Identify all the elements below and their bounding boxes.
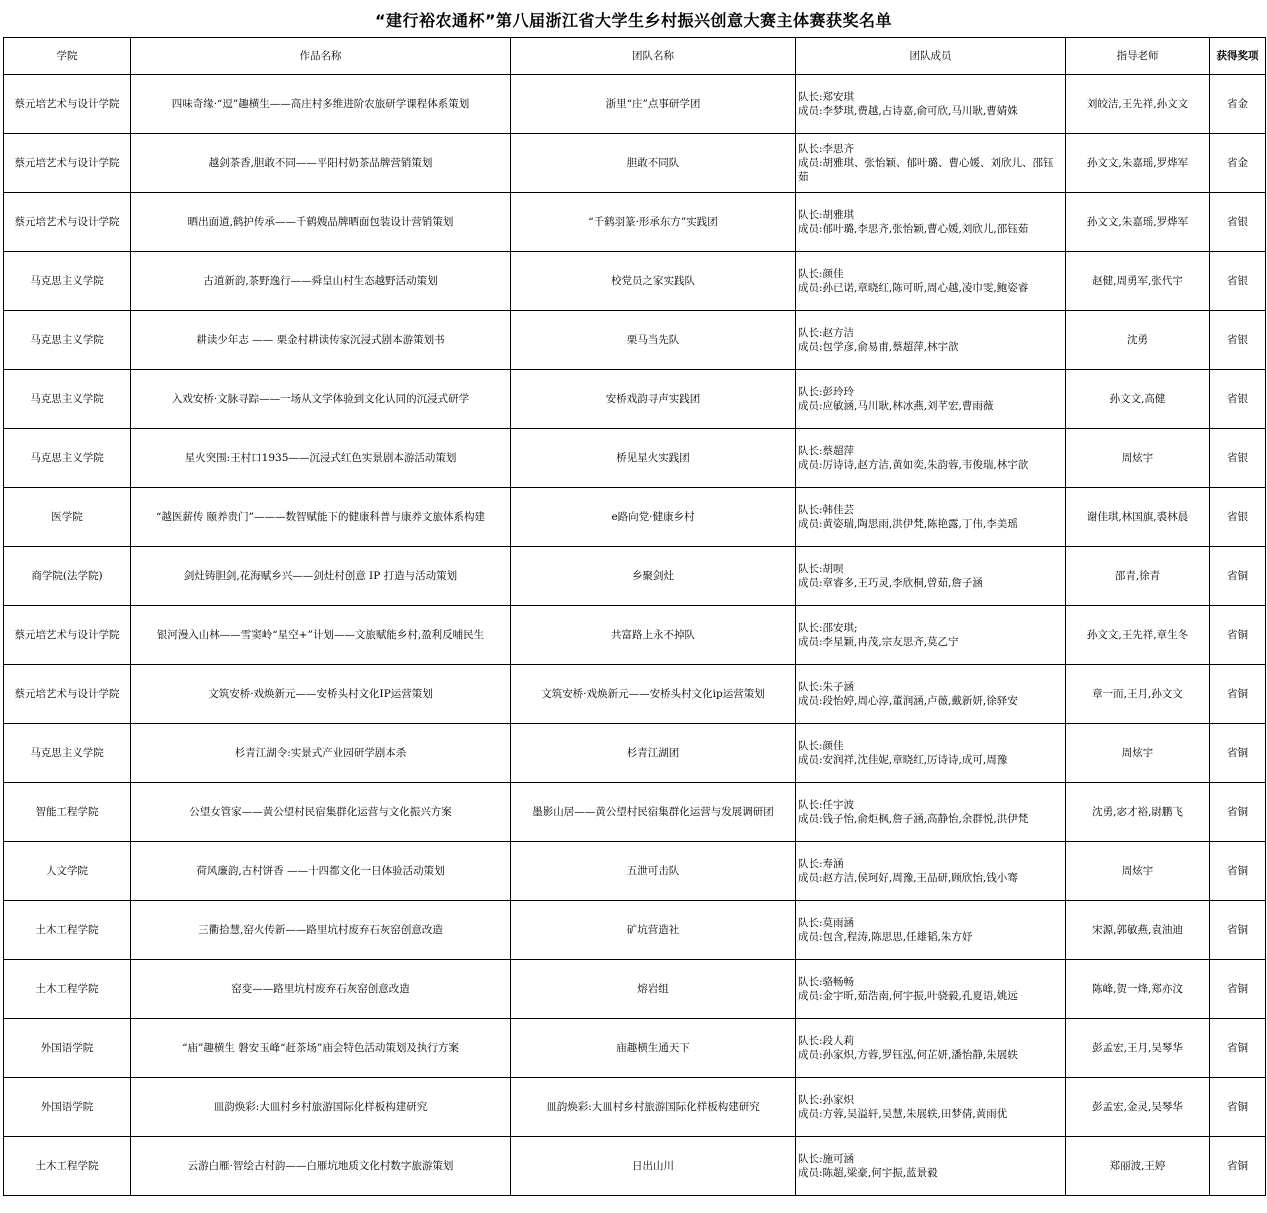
team-members: 成员:黄姿瑞,陶思雨,洪伊梵,陈艳露,丁伟,李美瑶 (798, 518, 1018, 530)
team-cell: 杉青江湖团 (511, 724, 796, 783)
table-row (4, 134, 1266, 193)
members-cell (796, 311, 1066, 370)
award-cell: 省金 (1210, 75, 1266, 134)
work-cell: 四味奇缘·“逗”趣横生——高庄村多维进阶农旅研学课程体系策划 (131, 75, 511, 134)
table-row (4, 1019, 1266, 1078)
table-row (4, 901, 1266, 960)
team-leader: 队长:赵方洁 (798, 327, 855, 339)
work-cell: 公望女管家——黄公望村民宿集群化运营与文化振兴方案 (131, 783, 511, 842)
team-leader: 队长:段人莉 (798, 1035, 855, 1047)
advisor-cell: 邵青,徐青 (1066, 547, 1210, 606)
award-cell: 省铜 (1210, 1019, 1266, 1078)
advisor-cell: 孙文文,高健 (1066, 370, 1210, 429)
team-cell: 栗马当先队 (511, 311, 796, 370)
page-title: “建行裕农通杯”第八届浙江省大学生乡村振兴创意大赛主体赛获奖名单 (374, 10, 893, 30)
members-cell (796, 193, 1066, 252)
advisor-cell: 周炫宇 (1066, 724, 1210, 783)
table-row (4, 193, 1266, 252)
award-cell: 省铜 (1210, 1078, 1266, 1137)
team-members: 成员:陈超,梁豪,何宇振,蓝景毅 (798, 1167, 938, 1179)
header-advisor: 指导老师 (1066, 38, 1210, 75)
award-cell: 省铜 (1210, 901, 1266, 960)
advisor-cell: 彭孟宏,金灵,吴琴华 (1066, 1078, 1210, 1137)
members-cell (796, 370, 1066, 429)
team-leader: 队长:邵安琪; (798, 622, 858, 634)
award-cell: 省银 (1210, 252, 1266, 311)
team-leader: 队长:任宇波 (798, 799, 855, 811)
table-body (4, 75, 1266, 1196)
college-cell: 商学院(法学院) (4, 547, 131, 606)
team-leader: 队长:郑安琪 (798, 91, 855, 103)
advisor-cell: 宋源,郭敏燕,袁油迪 (1066, 901, 1210, 960)
advisor-cell: 彭孟宏,王月,吴琴华 (1066, 1019, 1210, 1078)
advisor-cell: 陈峰,贺一烽,郑亦汶 (1066, 960, 1210, 1019)
team-cell: 墨影山居——黄公望村民宿集群化运营与发展调研团 (511, 783, 796, 842)
header-work: 作品名称 (131, 38, 511, 75)
team-cell: 文筑安桥·戏焕新元——安桥头村文化ip运营策划 (511, 665, 796, 724)
college-cell: 蔡元培艺术与设计学院 (4, 665, 131, 724)
team-leader: 队长:朱子涵 (798, 681, 855, 693)
table-header (4, 38, 1266, 75)
team-cell: 五泄可击队 (511, 842, 796, 901)
members-cell (796, 429, 1066, 488)
work-cell: 皿韵焕彩:大皿村乡村旅游国际化样板构建研究 (131, 1078, 511, 1137)
work-cell: 银河漫入山林——雪窦岭“星空+”计划——文旅赋能乡村,盈利反哺民生 (131, 606, 511, 665)
award-cell: 省银 (1210, 311, 1266, 370)
members-cell (796, 606, 1066, 665)
team-leader: 队长:胡雅琪 (798, 209, 855, 221)
college-cell: 蔡元培艺术与设计学院 (4, 606, 131, 665)
work-cell: 杉青江湖令:实景式产业园研学剧本杀 (131, 724, 511, 783)
team-cell: 矿坑营造社 (511, 901, 796, 960)
award-cell: 省铜 (1210, 665, 1266, 724)
team-members: 成员:孙家炽,方蓉,罗钰泓,何芷妍,潘怡静,朱展轶 (798, 1049, 1018, 1061)
work-cell: 云游白雁·智绘古村韵——白雁坑地质文化村数字旅游策划 (131, 1137, 511, 1196)
team-cell: 乡聚剑灶 (511, 547, 796, 606)
advisor-cell: 刘皎洁,王先祥,孙文文 (1066, 75, 1210, 134)
award-cell: 省银 (1210, 193, 1266, 252)
team-leader: 队长:施可涵 (798, 1153, 855, 1165)
work-cell: 文筑安桥·戏焕新元——安桥头村文化IP运营策划 (131, 665, 511, 724)
advisor-cell: 孙文文,朱嘉瑶,罗烨军 (1066, 134, 1210, 193)
team-leader: 队长:胡呗 (798, 563, 844, 575)
college-cell: 马克思主义学院 (4, 311, 131, 370)
team-leader: 队长:莫雨涵 (798, 917, 855, 929)
header-row (4, 38, 1266, 75)
team-leader: 队长:颜佳 (798, 268, 844, 280)
college-cell: 马克思主义学院 (4, 252, 131, 311)
team-leader: 队长:彭玲玲 (798, 386, 855, 398)
college-cell: 医学院 (4, 488, 131, 547)
work-cell: 窑变——路里坑村废弃石灰窑创意改造 (131, 960, 511, 1019)
members-cell (796, 1137, 1066, 1196)
team-members: 成员:孙已诺,章晓红,陈可昕,周心越,凌巾雯,鲍姿睿 (798, 282, 1029, 294)
members-cell (796, 960, 1066, 1019)
header-members: 团队成员 (796, 38, 1066, 75)
table-row (4, 842, 1266, 901)
team-leader: 队长:蔡超萍 (798, 445, 855, 457)
members-cell (796, 901, 1066, 960)
team-cell: 安桥戏韵寻声实践团 (511, 370, 796, 429)
college-cell: 人文学院 (4, 842, 131, 901)
members-cell (796, 665, 1066, 724)
table-row (4, 547, 1266, 606)
table-row (4, 665, 1266, 724)
members-cell (796, 1019, 1066, 1078)
award-cell: 省铜 (1210, 783, 1266, 842)
members-cell (796, 783, 1066, 842)
college-cell: 外国语学院 (4, 1078, 131, 1137)
table-row (4, 1078, 1266, 1137)
work-cell: 剑灶铸胆剑,花海赋乡兴——剑灶村创意 IP 打造与活动策划 (131, 547, 511, 606)
members-cell (796, 842, 1066, 901)
work-cell: 荷风廉韵,古村饼香 ——十四都文化一日体验活动策划 (131, 842, 511, 901)
work-cell: 古道新韵,茶野逸行——舜皇山村生态越野活动策划 (131, 252, 511, 311)
table-row (4, 724, 1266, 783)
advisor-cell: 沈勇 (1066, 311, 1210, 370)
college-cell: 蔡元培艺术与设计学院 (4, 75, 131, 134)
team-members: 成员:钱子怡,俞炬枫,詹子涵,高静怡,余群悦,洪伊梵 (798, 813, 1029, 825)
college-cell: 土木工程学院 (4, 960, 131, 1019)
team-cell: 胆敢不同队 (511, 134, 796, 193)
team-members: 成员:包学彦,俞易甫,蔡超萍,林宇歆 (798, 341, 959, 353)
advisor-cell: 章一而,王月,孙文文 (1066, 665, 1210, 724)
team-leader: 队长:骆畅畅 (798, 976, 855, 988)
team-members: 成员:包含,程涛,陈思思,任雄韬,朱方妤 (798, 931, 973, 943)
team-cell: “千鹤羽篆·形承东方”实践团 (511, 193, 796, 252)
team-members: 成员:方蓉,吴溢轩,吴慧,朱展轶,田梦倩,黄雨优 (798, 1108, 1008, 1120)
work-cell: 三衢拾慧,窑火传新——路里坑村废弃石灰窑创意改造 (131, 901, 511, 960)
team-cell: 熔岩组 (511, 960, 796, 1019)
members-cell (796, 724, 1066, 783)
team-leader: 队长:李思齐 (798, 143, 855, 155)
work-cell: 耕读少年志 —— 栗金村耕读传家沉浸式剧本游策划书 (131, 311, 511, 370)
team-cell: 浙里“庄”点事研学团 (511, 75, 796, 134)
advisor-cell: 谢佳琪,林国旗,裘林晨 (1066, 488, 1210, 547)
table-row (4, 1137, 1266, 1196)
team-members: 成员:李星颖,冉茂,宗友思齐,莫乙宁 (798, 636, 959, 648)
college-cell: 马克思主义学院 (4, 724, 131, 783)
college-cell: 外国语学院 (4, 1019, 131, 1078)
team-leader: 队长:孙家炽 (798, 1094, 855, 1106)
advisor-cell: 孙文文,朱嘉瑶,罗烨军 (1066, 193, 1210, 252)
table-row (4, 960, 1266, 1019)
award-cell: 省铜 (1210, 1137, 1266, 1196)
award-cell: 省铜 (1210, 547, 1266, 606)
college-cell: 土木工程学院 (4, 901, 131, 960)
award-cell: 省铜 (1210, 724, 1266, 783)
advisor-cell: 周炫宇 (1066, 429, 1210, 488)
members-cell (796, 488, 1066, 547)
header-college: 学院 (4, 38, 131, 75)
college-cell: 智能工程学院 (4, 783, 131, 842)
header-award: 获得奖项 (1210, 38, 1266, 75)
team-members: 成员:章睿多,王巧灵,李欣桐,曾茹,詹子涵 (798, 577, 983, 589)
award-cell: 省银 (1210, 488, 1266, 547)
work-cell: 星火突围:王村口1935——沉浸式红色实景剧本游活动策划 (131, 429, 511, 488)
work-cell: 入戏安桥·文脉寻踪——一场从文学体验到文化认同的沉浸式研学 (131, 370, 511, 429)
members-cell (796, 547, 1066, 606)
team-members: 成员:金宇昕,茹浩南,何宇振,叶骁毅,孔夏语,姚远 (798, 990, 1018, 1002)
advisor-cell: 沈勇,宓才裕,尉鹏飞 (1066, 783, 1210, 842)
team-members: 成员:厉诗诗,赵方洁,黄如奕,朱韵蓉,韦俊瑞,林宇歆 (798, 459, 1029, 471)
work-cell: “越医薪传 颐养贵门”———数智赋能下的健康科普与康养文旅体系构建 (131, 488, 511, 547)
team-cell: 庙趣横生通天下 (511, 1019, 796, 1078)
team-members: 成员:胡雅琪、张怡颖、郁叶璐、曹心媛、刘欣儿、邵钰茹 (798, 157, 1054, 183)
table-row (4, 606, 1266, 665)
award-cell: 省铜 (1210, 606, 1266, 665)
team-members: 成员:郁叶璐,李思齐,张怡颖,曹心媛,刘欣儿,邵钰茹 (798, 223, 1029, 235)
header-team: 团队名称 (511, 38, 796, 75)
advisor-cell: 赵健,周勇军,张代宇 (1066, 252, 1210, 311)
college-cell: 蔡元培艺术与设计学院 (4, 193, 131, 252)
team-members: 成员:应敏涵,马川耿,林冰燕,刘芊宏,曹雨薇 (798, 400, 994, 412)
team-leader: 队长:颜佳 (798, 740, 844, 752)
college-cell: 马克思主义学院 (4, 370, 131, 429)
table-row (4, 488, 1266, 547)
award-cell: 省铜 (1210, 960, 1266, 1019)
table-row (4, 311, 1266, 370)
team-members: 成员:段怡婷,周心淳,董润涵,卢薇,戴新妍,徐驿安 (798, 695, 1018, 707)
advisor-cell: 孙文文,王先祥,章生冬 (1066, 606, 1210, 665)
table-row (4, 783, 1266, 842)
members-cell (796, 1078, 1066, 1137)
members-cell (796, 252, 1066, 311)
team-members: 成员:李梦琪,费越,占诗嘉,俞可欣,马川耿,曹婧姝 (798, 105, 1018, 117)
work-cell: 越剑茶香,胆敢不同——平阳村奶茶品牌营销策划 (131, 134, 511, 193)
college-cell: 土木工程学院 (4, 1137, 131, 1196)
award-table (3, 37, 1266, 1196)
team-cell: 共富路上永不掉队 (511, 606, 796, 665)
members-cell (796, 134, 1066, 193)
team-cell: 桥见星火实践团 (511, 429, 796, 488)
table-row (4, 75, 1266, 134)
work-cell: “庙”趣横生 磐安玉峰“赶茶场”庙会特色活动策划及执行方案 (131, 1019, 511, 1078)
table-row (4, 429, 1266, 488)
team-members: 成员:安润祥,沈佳妮,章晓红,厉诗诗,成可,周豫 (798, 754, 1008, 766)
college-cell: 蔡元培艺术与设计学院 (4, 134, 131, 193)
members-cell (796, 75, 1066, 134)
team-members: 成员:赵方洁,侯珂好,周豫,王品研,顾欣怡,钱小骞 (798, 872, 1018, 884)
award-cell: 省银 (1210, 370, 1266, 429)
award-cell: 省铜 (1210, 842, 1266, 901)
team-leader: 队长:寿涵 (798, 858, 844, 870)
team-cell: 日出山川 (511, 1137, 796, 1196)
award-cell: 省银 (1210, 429, 1266, 488)
college-cell: 马克思主义学院 (4, 429, 131, 488)
team-cell: 皿韵焕彩:大皿村乡村旅游国际化样板构建研究 (511, 1078, 796, 1137)
team-cell: e路向党·健康乡村 (511, 488, 796, 547)
team-cell: 校党员之家实践队 (511, 252, 796, 311)
work-cell: 晒出面道,鹤护传承——千鹤嫂品牌晒面包装设计营销策划 (131, 193, 511, 252)
advisor-cell: 郑丽波,王婷 (1066, 1137, 1210, 1196)
award-cell: 省金 (1210, 134, 1266, 193)
table-row (4, 252, 1266, 311)
team-leader: 队长:韩佳芸 (798, 504, 855, 516)
table-row (4, 370, 1266, 429)
advisor-cell: 周炫宇 (1066, 842, 1210, 901)
